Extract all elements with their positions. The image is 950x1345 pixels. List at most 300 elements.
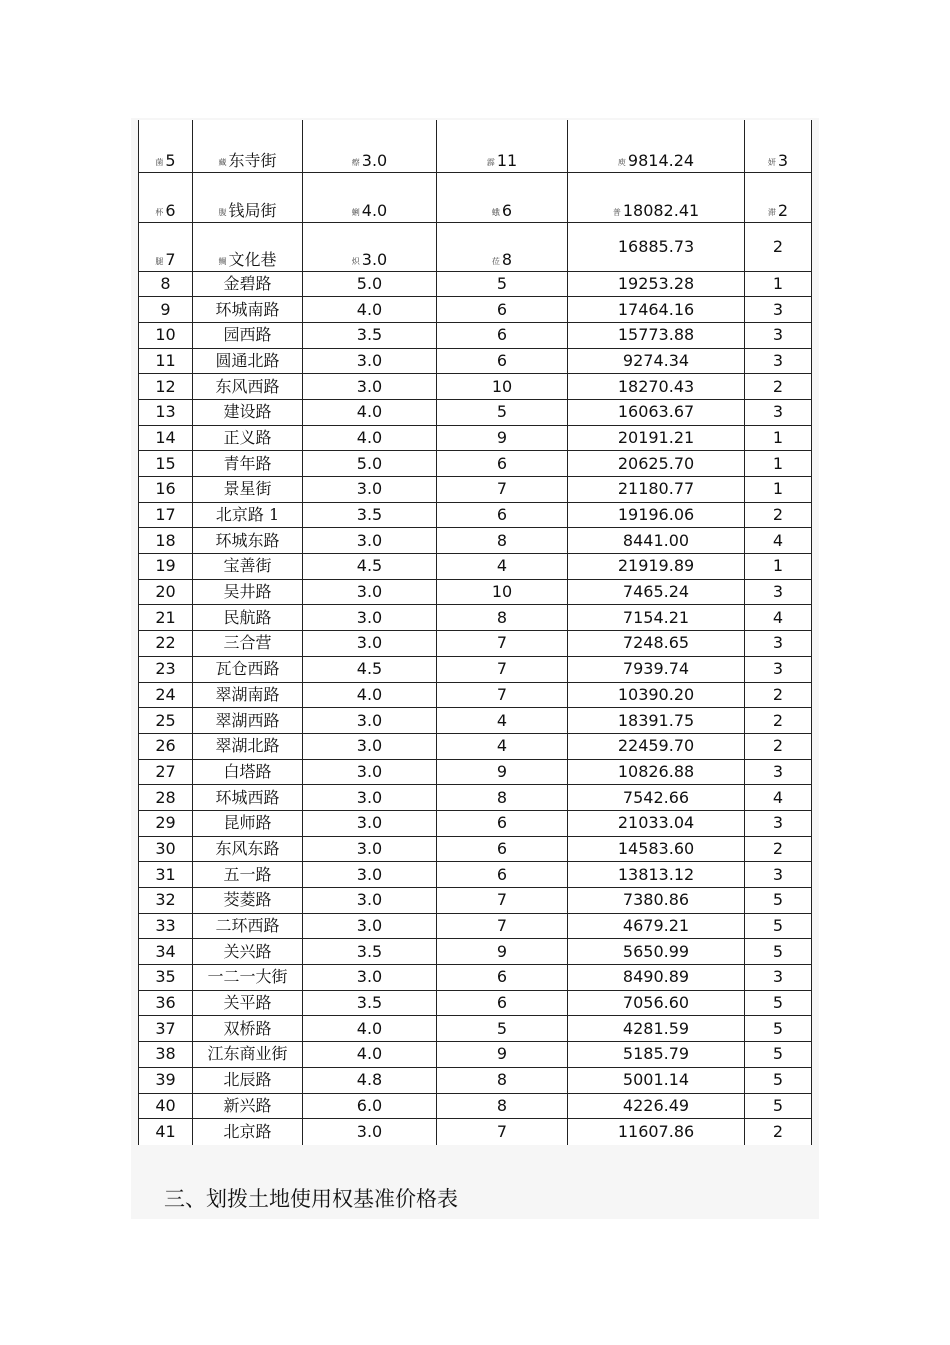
cell-number [139, 913, 193, 939]
cell-count [437, 451, 568, 477]
garbled-glyph: 腿 [155, 256, 164, 266]
cell-road-name [193, 1016, 303, 1042]
cell-count [437, 605, 568, 631]
cell-grade-text: 2 [772, 236, 784, 256]
cell-road-name-text: 正义路 [223, 427, 272, 447]
cell-count-text: 8 [496, 607, 508, 627]
table-row [139, 708, 812, 734]
table-row [139, 888, 812, 914]
cell-count [437, 579, 568, 605]
cell-width [303, 759, 437, 785]
cell-width-text: 3.0 [356, 916, 383, 936]
cell-number-text: 22 [155, 633, 176, 653]
cell-grade [745, 554, 812, 580]
cell-road-name [193, 888, 303, 914]
cell-grade-text: 1 [772, 479, 784, 499]
cell-road-name-text: 宝善街 [223, 556, 272, 576]
table-row [139, 759, 812, 785]
cell-road-name-text: 环城西路 [215, 787, 280, 807]
cell-grade [745, 1042, 812, 1068]
cell-price [568, 656, 745, 682]
cell-width-text: 4.0 [356, 1018, 383, 1038]
cell-road-name [193, 1093, 303, 1119]
cell-number-text: 12 [155, 376, 176, 396]
cell-grade-text: 2 [772, 1121, 784, 1141]
cell-grade [745, 502, 812, 528]
cell-price [568, 579, 745, 605]
cell-grade-text: 3 [772, 864, 784, 884]
cell-number-text: 28 [155, 787, 176, 807]
cell-count [437, 374, 568, 400]
cell-price-text: 7380.86 [622, 890, 690, 910]
cell-road-name [193, 297, 303, 323]
cell-price [568, 965, 745, 991]
cell-grade-text: 4 [772, 530, 784, 550]
cell-width [303, 528, 437, 554]
cell-price-text: 14583.60 [617, 838, 695, 858]
cell-grade-text: 3 [772, 350, 784, 370]
cell-number-text: 26 [155, 736, 176, 756]
cell-price-text: 18270.43 [617, 376, 695, 396]
cell-width [303, 297, 437, 323]
cell-grade [745, 451, 812, 477]
cell-road-name-text: 民航路 [223, 607, 272, 627]
cell-price-text: 4226.49 [622, 1095, 690, 1115]
cell-width-text: 4.8 [356, 1070, 383, 1090]
cell-grade [745, 888, 812, 914]
cell-width [303, 939, 437, 965]
cell-count [437, 1042, 568, 1068]
garbled-glyph: 鲷 [218, 256, 227, 266]
cell-price [568, 682, 745, 708]
cell-price [568, 1042, 745, 1068]
cell-number-text: 39 [155, 1070, 176, 1090]
cell-width-text: 4.0 [356, 402, 383, 422]
cell-count-text: 6 [496, 299, 508, 319]
cell-price-text: 21180.77 [617, 479, 695, 499]
cell-road-name [193, 222, 303, 271]
cell-width [303, 1042, 437, 1068]
cell-number-text: 34 [155, 941, 176, 961]
cell-number-text: 17 [155, 505, 176, 525]
cell-road-name [193, 708, 303, 734]
cell-road-name-text: 钱局街 [228, 200, 277, 220]
cell-count-text: 5 [496, 1018, 508, 1038]
cell-number [139, 1016, 193, 1042]
cell-grade-text: 5 [772, 916, 784, 936]
cell-grade [745, 1016, 812, 1042]
table-row [139, 348, 812, 374]
cell-road-name-text: 翠湖西路 [215, 710, 280, 730]
cell-count-text: 7 [496, 633, 508, 653]
cell-count-text: 10 [491, 582, 513, 602]
cell-width-text: 3.5 [356, 941, 383, 961]
cell-width [303, 888, 437, 914]
cell-width-text: 4.5 [356, 659, 383, 679]
cell-price-text: 7465.24 [622, 582, 690, 602]
cell-grade-text: 2 [772, 376, 784, 396]
cell-road-name [193, 1067, 303, 1093]
cell-count-text: 7 [496, 479, 508, 499]
table-row [139, 172, 812, 222]
cell-number-text: 19 [155, 556, 176, 576]
cell-width-text: 4.0 [356, 1044, 383, 1064]
cell-width-text: 3.0 [356, 350, 383, 370]
table-row [139, 810, 812, 836]
cell-count [437, 733, 568, 759]
cell-count [437, 297, 568, 323]
cell-width-text: 3.0 [356, 710, 383, 730]
cell-number-text: 18 [155, 530, 176, 550]
cell-count-text: 5 [496, 402, 508, 422]
cell-count-text: 7 [496, 684, 508, 704]
cell-price-text: 5650.99 [622, 941, 690, 961]
cell-price-text: 21033.04 [617, 813, 695, 833]
cell-grade [745, 579, 812, 605]
cell-price [568, 451, 745, 477]
cell-count [437, 888, 568, 914]
garbled-glyph: 藏 [218, 157, 227, 167]
cell-width [303, 579, 437, 605]
cell-price-text: 16885.73 [617, 236, 695, 256]
cell-count-text: 6 [496, 967, 508, 987]
cell-count-text: 4 [496, 710, 508, 730]
cell-grade-text: 1 [772, 453, 784, 473]
cell-count-text: 5 [496, 273, 508, 293]
cell-price [568, 528, 745, 554]
cell-count [437, 502, 568, 528]
cell-count [437, 656, 568, 682]
cell-road-name [193, 605, 303, 631]
cell-count-text: 8 [496, 530, 508, 550]
cell-grade [745, 862, 812, 888]
cell-road-name-text: 圆通北路 [215, 350, 280, 370]
cell-width [303, 1016, 437, 1042]
cell-width-text: 3.0 [356, 813, 383, 833]
cell-road-name-text: 一二一大街 [207, 967, 288, 987]
cell-grade [745, 1093, 812, 1119]
cell-number [139, 759, 193, 785]
cell-grade-text: 3 [772, 659, 784, 679]
cell-width [303, 810, 437, 836]
cell-price-text: 17464.16 [617, 299, 695, 319]
cell-price [568, 348, 745, 374]
cell-number [139, 990, 193, 1016]
cell-count [437, 990, 568, 1016]
cell-width-text: 3.5 [356, 505, 383, 525]
cell-number-text: 23 [155, 659, 176, 679]
cell-grade [745, 656, 812, 682]
table-row [139, 554, 812, 580]
cell-count [437, 1067, 568, 1093]
cell-width [303, 374, 437, 400]
cell-number-text: 13 [155, 402, 176, 422]
cell-count-text: 6 [496, 813, 508, 833]
cell-count [437, 554, 568, 580]
cell-price-text: 8441.00 [622, 530, 690, 550]
cell-width [303, 1119, 437, 1145]
cell-price [568, 120, 745, 172]
cell-price [568, 322, 745, 348]
cell-road-name [193, 1119, 303, 1145]
table-row [139, 1016, 812, 1042]
cell-price [568, 554, 745, 580]
cell-price [568, 271, 745, 297]
cell-number [139, 477, 193, 503]
cell-grade-text: 3 [772, 813, 784, 833]
cell-price-text: 10390.20 [617, 684, 695, 704]
cell-number [139, 631, 193, 657]
cell-width [303, 862, 437, 888]
cell-grade-text: 5 [772, 1095, 784, 1115]
cell-road-name [193, 554, 303, 580]
cell-grade-text: 3 [772, 761, 784, 781]
cell-number [139, 554, 193, 580]
cell-grade [745, 1119, 812, 1145]
cell-grade [745, 399, 812, 425]
table-row [139, 222, 812, 271]
cell-road-name-text: 建设路 [223, 402, 272, 422]
cell-grade [745, 810, 812, 836]
cell-width-text: 3.0 [356, 582, 383, 602]
garbled-glyph: 庾 [617, 157, 626, 167]
cell-count-text: 7 [496, 659, 508, 679]
cell-road-name-text: 东寺街 [228, 150, 277, 170]
cell-grade-text: 3 [772, 967, 784, 987]
cell-number [139, 271, 193, 297]
cell-price [568, 502, 745, 528]
cell-road-name [193, 348, 303, 374]
cell-grade-text: 5 [772, 1044, 784, 1064]
cell-price [568, 990, 745, 1016]
cell-width [303, 120, 437, 172]
cell-road-name [193, 502, 303, 528]
cell-width [303, 348, 437, 374]
cell-count-text: 7 [496, 890, 508, 910]
table-row [139, 425, 812, 451]
table-row [139, 528, 812, 554]
cell-price [568, 1067, 745, 1093]
cell-count-text: 8 [496, 787, 508, 807]
cell-count [437, 631, 568, 657]
cell-number [139, 120, 193, 172]
cell-road-name [193, 425, 303, 451]
cell-number-text: 8 [160, 273, 171, 293]
cell-grade-text: 5 [772, 890, 784, 910]
cell-width-text: 3.0 [361, 150, 388, 170]
table-row [139, 451, 812, 477]
section-title: 三、划拨土地使用权基准价格表 [164, 1187, 458, 1211]
cell-number-text: 33 [155, 916, 176, 936]
cell-width [303, 477, 437, 503]
cell-count [437, 271, 568, 297]
table-row [139, 1067, 812, 1093]
cell-width-text: 4.5 [356, 556, 383, 576]
cell-road-name-text: 青年路 [223, 453, 272, 473]
cell-road-name-text: 北辰路 [223, 1070, 272, 1090]
cell-width [303, 605, 437, 631]
cell-count-text: 9 [496, 761, 508, 781]
cell-count [437, 477, 568, 503]
cell-grade-text: 4 [772, 607, 784, 627]
cell-number [139, 810, 193, 836]
cell-grade-text: 4 [772, 787, 784, 807]
cell-width [303, 502, 437, 528]
cell-number [139, 682, 193, 708]
cell-price [568, 374, 745, 400]
cell-grade-text: 1 [772, 556, 784, 576]
cell-grade [745, 348, 812, 374]
cell-grade [745, 1067, 812, 1093]
cell-number-text: 30 [155, 838, 176, 858]
cell-number [139, 785, 193, 811]
cell-width [303, 425, 437, 451]
cell-grade-text: 5 [772, 1070, 784, 1090]
garbled-glyph: 蜊 [351, 207, 360, 217]
table-row [139, 120, 812, 172]
cell-width [303, 222, 437, 271]
cell-grade-text: 2 [777, 200, 789, 220]
cell-price [568, 888, 745, 914]
cell-width [303, 990, 437, 1016]
cell-road-name-text: 环城南路 [215, 299, 280, 319]
cell-grade-text: 1 [772, 273, 784, 293]
cell-road-name-text: 双桥路 [223, 1018, 272, 1038]
garbled-glyph: 滞 [767, 207, 776, 217]
cell-grade-text: 3 [772, 402, 784, 422]
cell-road-name [193, 399, 303, 425]
cell-count [437, 528, 568, 554]
cell-width [303, 322, 437, 348]
cell-count-text: 6 [496, 993, 508, 1013]
cell-count [437, 172, 568, 222]
garbled-glyph: 菌 [155, 157, 164, 167]
cell-price [568, 399, 745, 425]
cell-number-text: 32 [155, 890, 176, 910]
cell-number [139, 348, 193, 374]
garbled-glyph: 霹 [486, 157, 495, 167]
cell-count-text: 6 [496, 838, 508, 858]
cell-width-text: 3.0 [356, 890, 383, 910]
cell-price-text: 18082.41 [622, 200, 700, 220]
cell-price-text: 22459.70 [617, 736, 695, 756]
cell-grade [745, 939, 812, 965]
cell-width-text: 6.0 [356, 1095, 383, 1115]
cell-count-text: 6 [501, 200, 513, 220]
cell-count-text: 6 [496, 325, 508, 345]
cell-number [139, 297, 193, 323]
cell-width-text: 3.5 [356, 325, 383, 345]
cell-width-text: 3.0 [356, 838, 383, 858]
cell-number [139, 605, 193, 631]
cell-road-name-text: 东风西路 [215, 376, 280, 396]
cell-road-name [193, 271, 303, 297]
cell-width-text: 3.0 [356, 864, 383, 884]
cell-grade [745, 425, 812, 451]
cell-grade [745, 759, 812, 785]
cell-grade [745, 271, 812, 297]
cell-grade-text: 2 [772, 838, 784, 858]
cell-road-name [193, 656, 303, 682]
cell-number [139, 1067, 193, 1093]
cell-width [303, 271, 437, 297]
cell-count [437, 120, 568, 172]
cell-price [568, 759, 745, 785]
cell-grade-text: 3 [772, 633, 784, 653]
cell-number-text: 21 [155, 607, 176, 627]
cell-road-name-text: 瓦仓西路 [215, 659, 280, 679]
cell-price-text: 4679.21 [622, 916, 690, 936]
garbled-glyph: 瘵 [351, 157, 360, 167]
cell-number-text: 16 [155, 479, 176, 499]
cell-number-text: 7 [165, 249, 176, 269]
table-row [139, 965, 812, 991]
cell-number [139, 172, 193, 222]
cell-grade-text: 2 [772, 736, 784, 756]
cell-road-name [193, 862, 303, 888]
cell-grade [745, 120, 812, 172]
cell-grade [745, 605, 812, 631]
cell-price-text: 11607.86 [617, 1121, 695, 1141]
cell-grade [745, 172, 812, 222]
cell-price-text: 7939.74 [622, 659, 690, 679]
cell-width-text: 3.0 [361, 249, 388, 269]
cell-width [303, 708, 437, 734]
cell-width-text: 3.0 [356, 530, 383, 550]
cell-price [568, 836, 745, 862]
cell-number-text: 41 [155, 1121, 176, 1141]
cell-count [437, 836, 568, 862]
cell-number-text: 36 [155, 993, 176, 1013]
cell-price-text: 5185.79 [622, 1044, 690, 1064]
cell-width [303, 965, 437, 991]
cell-width [303, 1093, 437, 1119]
cell-road-name-text: 关平路 [223, 993, 272, 1013]
cell-number-text: 6 [165, 200, 176, 220]
cell-width [303, 913, 437, 939]
cell-road-name [193, 965, 303, 991]
cell-count-text: 9 [496, 1044, 508, 1064]
cell-grade-text: 5 [772, 1018, 784, 1038]
table-row [139, 1042, 812, 1068]
cell-price [568, 913, 745, 939]
table-row [139, 399, 812, 425]
cell-price-text: 9274.34 [622, 350, 690, 370]
cell-grade [745, 785, 812, 811]
cell-count [437, 1016, 568, 1042]
cell-price [568, 785, 745, 811]
table-row [139, 502, 812, 528]
cell-number-text: 37 [155, 1018, 176, 1038]
cell-width-text: 3.5 [356, 993, 383, 1013]
cell-road-name-text: 北京路 1 [215, 505, 280, 525]
table-row [139, 374, 812, 400]
cell-number-text: 5 [165, 150, 176, 170]
cell-price [568, 810, 745, 836]
cell-grade [745, 682, 812, 708]
cell-road-name [193, 120, 303, 172]
cell-count [437, 759, 568, 785]
table-row [139, 733, 812, 759]
cell-count-text: 8 [496, 1070, 508, 1090]
cell-road-name-text: 文化巷 [228, 249, 277, 269]
cell-road-name [193, 810, 303, 836]
cell-number [139, 1119, 193, 1145]
cell-grade [745, 528, 812, 554]
cell-price-text: 19196.06 [617, 505, 695, 525]
cell-number-text: 35 [155, 967, 176, 987]
cell-width [303, 172, 437, 222]
